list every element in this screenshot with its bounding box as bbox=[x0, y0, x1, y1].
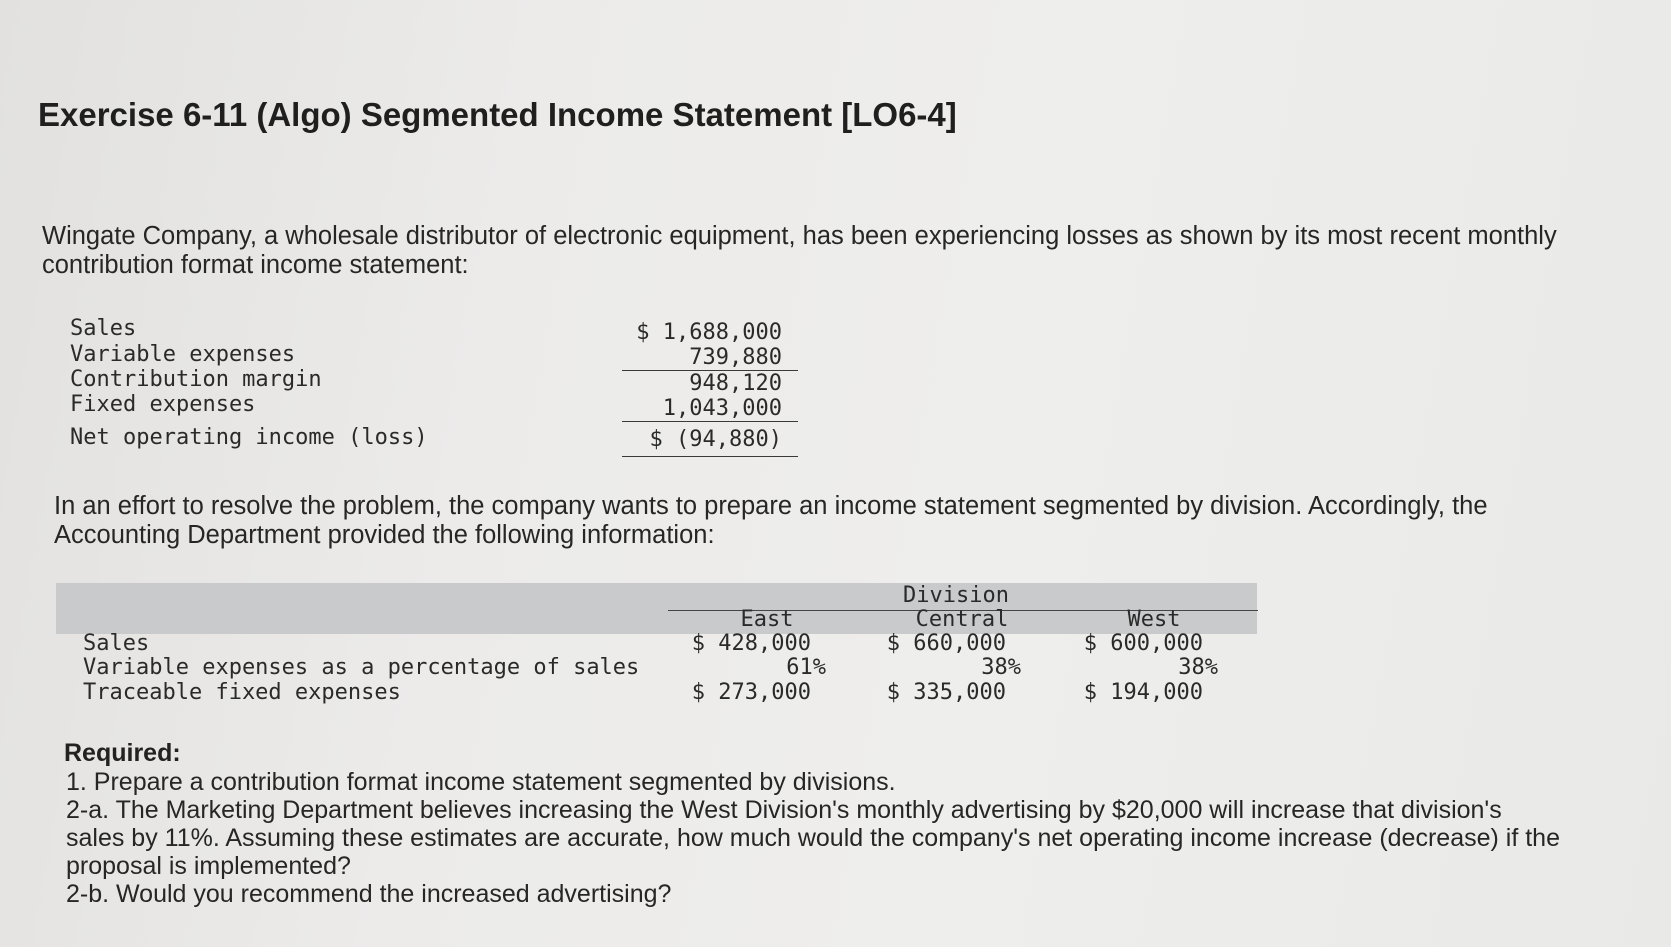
east-traceable-fixed-expenses: $ 273,000 bbox=[691, 680, 811, 705]
west-traceable-fixed-expenses: $ 194,000 bbox=[1083, 680, 1203, 705]
intro-line-2: contribution format income statement: bbox=[42, 251, 469, 279]
is-double-rule bbox=[622, 456, 798, 457]
central-sales: $ 660,000 bbox=[886, 631, 1006, 656]
division-row-label-traceable-fixed-expenses: Traceable fixed expenses bbox=[83, 680, 401, 705]
page-title: Exercise 6-11 (Algo) Segmented Income Statement [LO6-4] bbox=[38, 96, 957, 133]
west-sales: $ 600,000 bbox=[1083, 631, 1203, 656]
central-variable-expenses-pct: 38% bbox=[981, 655, 1021, 680]
required-item-2a-line-1: 2-a. The Marketing Department believes increasing the West Division's monthly advertising by $20,000 will increase that division's bbox=[66, 796, 1502, 824]
required-item-1: 1. Prepare a contribution format income statement segmented by divisions. bbox=[66, 768, 896, 796]
division-row-label-variable-expenses-pct: Variable expenses as a percentage of sales bbox=[83, 655, 640, 680]
intro-paragraph bbox=[42, 222, 1557, 280]
is-value-fixed-expenses: 1,043,000 bbox=[662, 396, 782, 421]
is-value-net-operating-income: $ (94,880) bbox=[649, 427, 782, 452]
east-sales: $ 428,000 bbox=[691, 631, 811, 656]
west-variable-expenses-pct: 38% bbox=[1178, 655, 1218, 680]
required-item-2a-line-3: proposal is implemented? bbox=[66, 852, 351, 880]
is-label-fixed-expenses: Fixed expenses bbox=[70, 392, 256, 417]
intro-line-1: Wingate Company, a wholesale distributor of electronic equipment, has been experiencing losses as shown by its most recent monthly bbox=[42, 222, 1557, 250]
is-label-contribution-margin: Contribution margin bbox=[70, 367, 322, 392]
required-heading: Required: bbox=[64, 739, 181, 767]
effort-line-1: In an effort to resolve the problem, the company wants to prepare an income statement segmented by division. Accordingly, the bbox=[54, 492, 1488, 520]
is-value-variable-expenses: 739,880 bbox=[689, 345, 782, 370]
is-label-variable-expenses: Variable expenses bbox=[70, 342, 296, 367]
required-item-2b: 2-b. Would you recommend the increased advertising? bbox=[66, 880, 672, 908]
division-group-header: Division bbox=[903, 583, 1009, 608]
is-label-sales: Sales bbox=[70, 316, 137, 341]
effort-paragraph bbox=[54, 492, 1488, 550]
column-header-central: Central bbox=[915, 607, 1009, 632]
required-item-2a-line-2: sales by 11%. Assuming these estimates are accurate, how much would the company's net operating income increase (decrease) if the bbox=[66, 824, 1560, 852]
division-row-label-sales: Sales bbox=[83, 631, 150, 656]
effort-line-2: Accounting Department provided the following information: bbox=[54, 521, 715, 549]
is-label-net-operating-income: Net operating income (loss) bbox=[70, 425, 428, 450]
is-total-rule bbox=[622, 421, 798, 422]
column-header-west: West bbox=[1127, 607, 1181, 632]
is-value-sales: $ 1,688,000 bbox=[636, 320, 782, 345]
column-header-east: East bbox=[740, 607, 794, 632]
is-value-contribution-margin: 948,120 bbox=[689, 371, 782, 396]
central-traceable-fixed-expenses: $ 335,000 bbox=[886, 680, 1006, 705]
east-variable-expenses-pct: 61% bbox=[786, 655, 826, 680]
